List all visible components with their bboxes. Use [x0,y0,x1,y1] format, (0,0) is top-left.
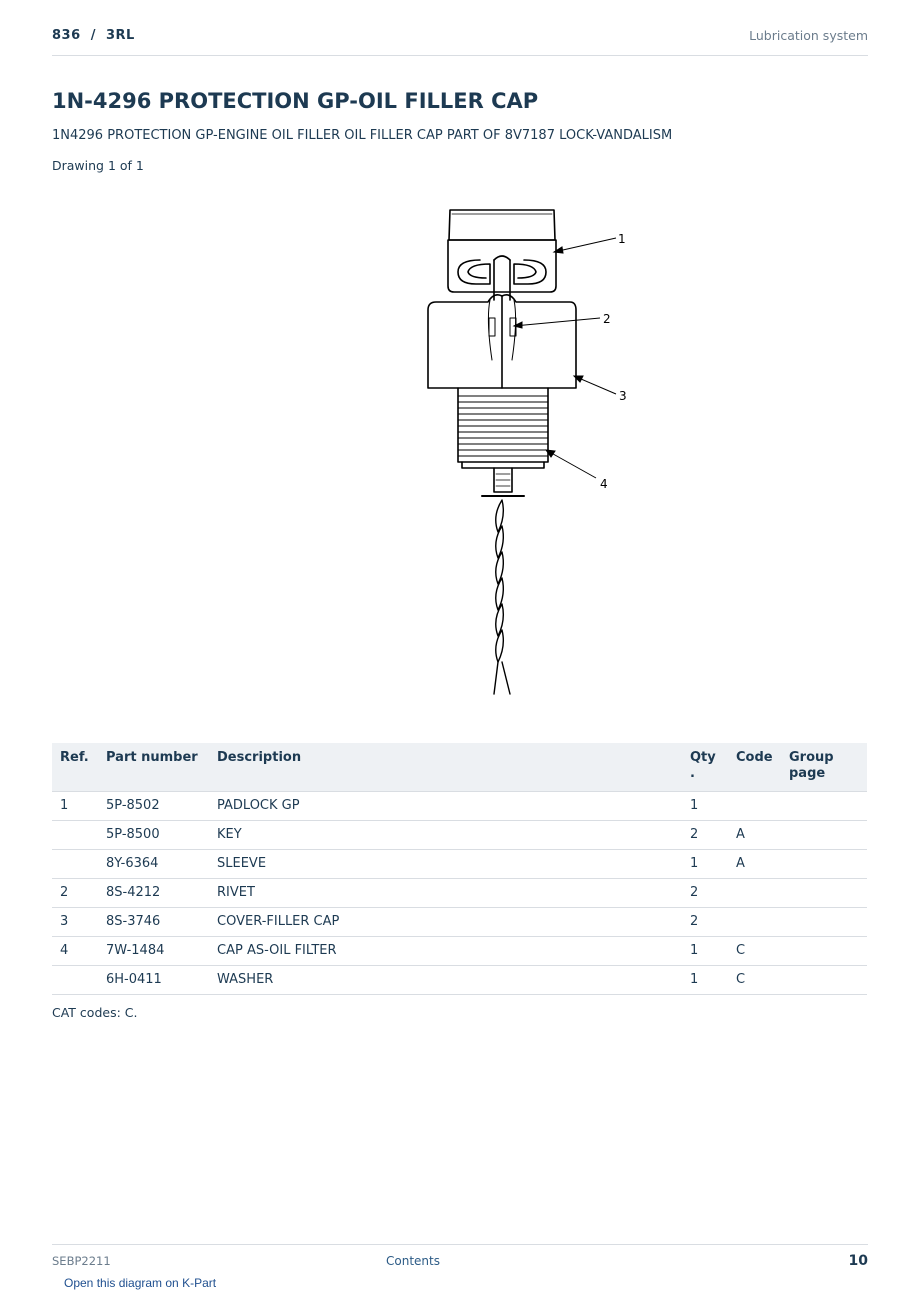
cell-description: CAP AS-OIL FILTER [209,937,682,966]
cell-ref: 2 [52,879,98,908]
table-row [52,966,867,995]
cat-codes-note: CAT codes: C. [52,1005,138,1020]
cell-code: A [728,850,781,879]
header-description: Description [209,743,682,792]
cell-description: RIVET [209,879,682,908]
page-title: 1N-4296 PROTECTION GP-OIL FILLER CAP [52,89,539,113]
cell-description: COVER-FILLER CAP [209,908,682,937]
page-header [52,28,868,56]
cell-code [728,792,781,821]
table-header-row [52,743,867,792]
drawing-count: Drawing 1 of 1 [52,158,144,173]
cell-qty: 1 [682,850,728,879]
parts-diagram [280,200,640,700]
cell-code: C [728,937,781,966]
cell-qty: 1 [682,966,728,995]
cell-description: SLEEVE [209,850,682,879]
cell-qty: 1 [682,937,728,966]
page-number: 10 [848,1253,868,1269]
cell-description: PADLOCK GP [209,792,682,821]
cell-ref: 1 [52,792,98,821]
header-code: Code [728,743,781,792]
table-row [52,937,867,966]
cell-part-number: 8S-4212 [98,879,209,908]
padlock-body-shape [449,210,555,240]
table-row [52,908,867,937]
cell-description: KEY [209,821,682,850]
cell-qty: 2 [682,879,728,908]
cell-code: A [728,821,781,850]
cell-group-page [781,792,867,821]
callout-1: 1 [618,232,626,246]
model-label: 836 / 3RL [52,28,135,43]
cell-ref [52,850,98,879]
page-footer [52,1244,868,1269]
cell-group-page [781,821,867,850]
cell-part-number: 5P-8502 [98,792,209,821]
table-row [52,792,867,821]
cell-group-page [781,879,867,908]
cell-ref [52,966,98,995]
document-id: SEBP2211 [52,1254,111,1268]
cell-part-number: 8Y-6364 [98,850,209,879]
cell-code: C [728,966,781,995]
contents-link[interactable]: Contents [386,1254,440,1268]
cell-ref: 3 [52,908,98,937]
cell-group-page [781,937,867,966]
header-part-number: Part number [98,743,209,792]
header-ref: Ref. [52,743,98,792]
callout-2: 2 [603,312,611,326]
threaded-cap-shape [458,388,548,462]
callout-3: 3 [619,389,627,403]
cell-group-page [781,908,867,937]
header-qty: Qty . [682,743,728,792]
table-row [52,879,867,908]
section-label: Lubrication system [749,28,868,43]
cell-qty: 2 [682,821,728,850]
callout-4: 4 [600,477,608,491]
parts-table [52,743,867,995]
table-row [52,850,867,879]
cell-part-number: 5P-8500 [98,821,209,850]
cell-group-page [781,966,867,995]
cell-qty: 2 [682,908,728,937]
cell-group-page [781,850,867,879]
page-subtitle: 1N4296 PROTECTION GP-ENGINE OIL FILLER OIL FILLER CAP PART OF 8V7187 LOCK-VANDALISM [52,128,673,143]
cell-qty: 1 [682,792,728,821]
table-row [52,821,867,850]
cell-code [728,908,781,937]
cell-part-number: 8S-3746 [98,908,209,937]
header-group-page: Group page [781,743,867,792]
cell-code [728,879,781,908]
cell-ref: 4 [52,937,98,966]
cell-description: WASHER [209,966,682,995]
cell-part-number: 6H-0411 [98,966,209,995]
kpart-link[interactable]: Open this diagram on K-Part [64,1276,217,1290]
cell-part-number: 7W-1484 [98,937,209,966]
cell-ref [52,821,98,850]
